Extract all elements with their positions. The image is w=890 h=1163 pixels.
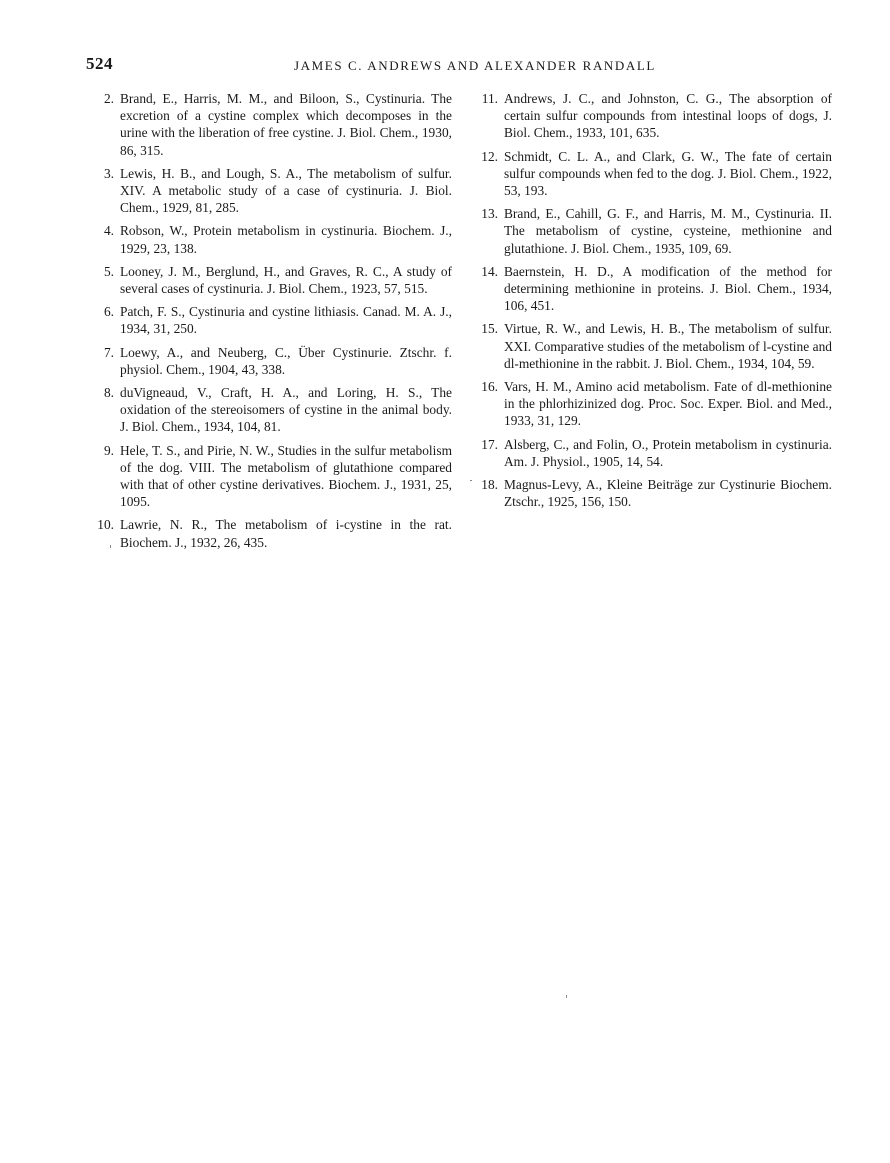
reference-item <box>470 320 832 372</box>
reference-number: 13. <box>481 206 498 222</box>
reference-item <box>86 344 452 378</box>
reference-number: 15. <box>481 321 498 337</box>
page-number: 524 <box>86 54 113 73</box>
reference-text: duVigneaud, V., Craft, H. A., and Loring, H. S., The oxidation of the stereoisomers of cystine in the animal body. J. Biol. Chem., 1934, 104, 81. <box>120 385 452 435</box>
reference-item <box>86 384 452 436</box>
reference-item <box>86 303 452 337</box>
reference-text: Baernstein, H. D., A modification of the method for determining methionine in proteins. J. Biol. Chem., 1934, 106, 451. <box>504 263 832 314</box>
reference-item <box>86 90 452 159</box>
reference-item <box>470 378 832 430</box>
reference-item <box>470 205 832 257</box>
scan-speck <box>110 545 111 548</box>
reference-text: Lawrie, N. R., The metabolism of i-cystine in the rat. Biochem. J., 1932, 26, 435. <box>120 517 452 550</box>
running-head: JAMES C. ANDREWS AND ALEXANDER RANDALL <box>294 58 656 73</box>
reference-item <box>470 476 832 510</box>
reference-text: Hele, T. S., and Pirie, N. W., Studies in the sulfur metabolism of the dog. VIII. The metabolism of glutathione compared with that of other cystine derivatives. Biochem. J., 1931, 25, 1095. <box>120 442 452 510</box>
reference-number: 8. <box>103 385 114 401</box>
reference-text: Patch, F. S., Cystinuria and cystine lithiasis. Canad. M. A. J., 1934, 31, 250. <box>120 304 452 337</box>
reference-number: 17. <box>481 436 498 452</box>
reference-number: 12. <box>481 148 498 164</box>
scan-speck <box>470 480 472 481</box>
reference-text: Magnus-Levy, A., Kleine Beiträge zur Cystinurie Biochem. Ztschr., 1925, 156, 150. <box>504 477 832 510</box>
references-column-left <box>86 90 452 557</box>
reference-text: Alsberg, C., and Folin, O., Protein metabolism in cystinuria. Am. J. Physiol., 1905, 14, 54. <box>504 436 832 469</box>
reference-item <box>86 263 452 297</box>
reference-text: Robson, W., Protein metabolism in cystinuria. Biochem. J., 1929, 23, 138. <box>120 223 452 256</box>
reference-text: Vars, H. M., Amino acid metabolism. Fate of dl-methionine in the phlorhizinized dog. Proc. Soc. Exper. Biol. and Med., 1933, 31, 129. <box>504 379 832 429</box>
reference-number: 10. <box>97 517 114 533</box>
reference-item <box>86 222 452 256</box>
reference-item <box>86 165 452 217</box>
reference-text: Andrews, J. C., and Johnston, C. G., The absorption of certain sulfur compounds from intestinal loops of dogs, J. Biol. Chem., 1933, 101, 635. <box>504 91 832 141</box>
reference-number: 18. <box>481 477 498 493</box>
reference-item <box>470 148 832 200</box>
reference-number: 9. <box>103 442 114 458</box>
reference-item <box>86 442 452 511</box>
reference-number: 16. <box>481 379 498 395</box>
reference-number: 3. <box>103 165 114 181</box>
reference-number: 5. <box>103 263 114 279</box>
reference-text: Loewy, A., and Neuberg, C., Über Cystinurie. Ztschr. f. physiol. Chem., 1904, 43, 338. <box>120 344 452 377</box>
reference-text: Looney, J. M., Berglund, H., and Graves, R. C., A study of several cases of cystinuria. J. Biol. Chem., 1923, 57, 515. <box>120 263 452 297</box>
reference-item <box>470 436 832 470</box>
reference-text: Lewis, H. B., and Lough, S. A., The metabolism of sulfur. XIV. A metabolic study of a case of cystinuria. J. Biol. Chem., 1929, 81, 285. <box>120 165 452 216</box>
reference-text: Schmidt, C. L. A., and Clark, G. W., The fate of certain sulfur compounds when fed to the dog. J. Biol. Chem., 1922, 53, 193. <box>504 148 832 199</box>
reference-text: Brand, E., Harris, M. M., and Biloon, S., Cystinuria. The excretion of a cystine complex which decomposes in the urine with the liberation of free cystine. J. Biol. Chem., 1930, 86, 315. <box>120 91 452 158</box>
scan-speck <box>566 995 567 998</box>
reference-item <box>470 90 832 142</box>
reference-item <box>470 263 832 315</box>
reference-text: Virtue, R. W., and Lewis, H. B., The metabolism of sulfur. XXI. Comparative studies of the metabolism of l-cystine and dl-methionine in the rabbit. J. Biol. Chem., 1934, 104, 59. <box>504 321 832 371</box>
reference-number: 2. <box>103 91 114 106</box>
reference-number: 4. <box>103 223 114 239</box>
reference-text: Brand, E., Cahill, G. F., and Harris, M. M., Cystinuria. II. The metabolism of cystine, cysteine, methionine and glutathione. J. Biol. Chem., 1935, 109, 69. <box>504 206 832 256</box>
reference-number: 11. <box>481 91 498 106</box>
references-column-right <box>470 90 832 516</box>
reference-item <box>86 516 452 550</box>
reference-number: 7. <box>103 344 114 360</box>
reference-number: 6. <box>103 304 114 320</box>
reference-number: 14. <box>481 263 498 279</box>
